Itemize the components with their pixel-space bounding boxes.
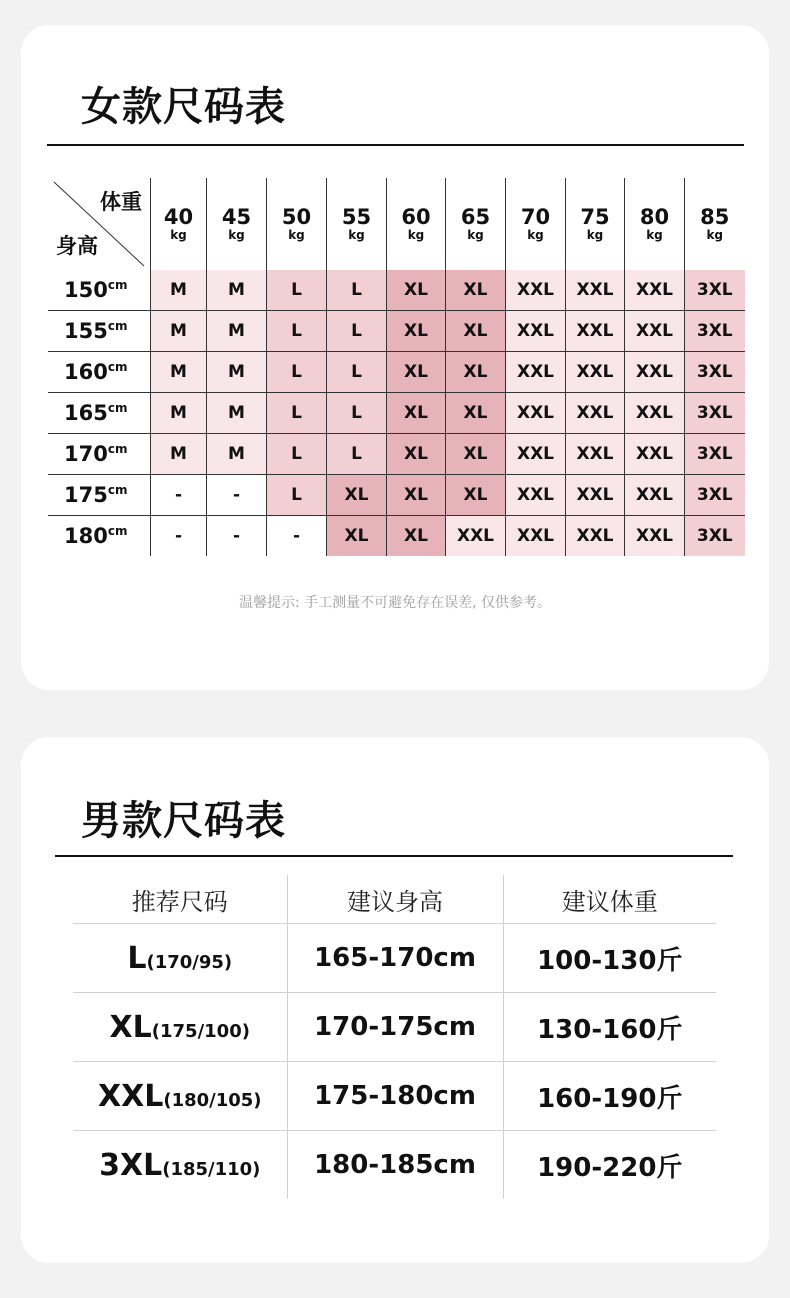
- weight-header-70: [506, 178, 566, 270]
- height-label: [48, 393, 151, 434]
- size-cell: [267, 516, 327, 557]
- title-divider: [47, 144, 744, 146]
- size-cell: [566, 434, 625, 475]
- size-value: XL: [404, 403, 428, 423]
- size-cell: [566, 393, 625, 434]
- size-cell: [151, 352, 207, 393]
- weight-header-40: [151, 178, 207, 270]
- suggested-height: 180-185cm: [287, 1131, 503, 1200]
- size-value: L: [351, 403, 362, 423]
- size-cell: [327, 270, 387, 311]
- size-value: XL: [463, 321, 488, 341]
- size-value: XL: [404, 485, 428, 505]
- corner-height-label: 身高: [56, 234, 98, 258]
- size-value: M: [170, 321, 187, 341]
- size-cell: [387, 270, 446, 311]
- header-suggested-weight: 建议体重: [503, 875, 716, 924]
- size-cell: [267, 393, 327, 434]
- weight-header-50: [267, 178, 327, 270]
- size-value: M: [170, 444, 187, 464]
- weight-value: 55: [341, 205, 372, 229]
- height-value: 150: [64, 278, 108, 302]
- size-cell: [327, 475, 387, 516]
- height-value: 165: [64, 401, 108, 425]
- weight-header-60: [387, 178, 446, 270]
- size-cell: [151, 311, 207, 352]
- weight-unit: kg: [527, 228, 544, 242]
- size-value: M: [228, 280, 245, 300]
- size-name: L: [127, 940, 147, 976]
- weight-unit: kg: [467, 228, 484, 242]
- size-value: L: [351, 321, 362, 341]
- size-cell: [506, 434, 566, 475]
- size-cell: [685, 311, 745, 352]
- size-cell: [327, 516, 387, 557]
- height-value: 155: [64, 319, 108, 343]
- size-value: L: [291, 403, 302, 423]
- size-value: XXL: [576, 280, 614, 300]
- size-value: L: [291, 485, 302, 505]
- height-row-155: [48, 311, 745, 352]
- size-cell: [151, 270, 207, 311]
- weight-unit: kg: [348, 228, 365, 242]
- size-cell: [685, 516, 745, 557]
- size-spec: (180/105): [163, 1089, 262, 1111]
- suggested-weight: 130-160斤: [503, 993, 716, 1062]
- size-cell: [625, 475, 685, 516]
- size-value: L: [291, 444, 302, 464]
- weight-value: 60: [401, 205, 431, 229]
- suggested-weight: 190-220斤: [537, 1152, 683, 1183]
- size-cell: [327, 393, 387, 434]
- weight-value: 75: [580, 205, 610, 229]
- weight-unit: kg: [407, 228, 425, 242]
- size-cell: [625, 311, 685, 352]
- size-cell: [566, 475, 625, 516]
- size-cell: [387, 311, 446, 352]
- size-value: M: [228, 362, 245, 382]
- size-value: L: [291, 321, 302, 341]
- height-value: 170: [64, 442, 108, 466]
- size-cell: [625, 393, 685, 434]
- size-value: 3XL: [696, 485, 733, 505]
- size-value: M: [170, 362, 187, 382]
- size-value: 3XL: [696, 526, 733, 546]
- size-cell: [506, 393, 566, 434]
- size-cell: [207, 311, 267, 352]
- weight-unit: kg: [646, 228, 663, 242]
- size-cell: [506, 352, 566, 393]
- weight-value: 40: [163, 205, 194, 229]
- suggested-weight: 160-190斤: [503, 1062, 716, 1131]
- men-size-body: [73, 924, 716, 1200]
- size-value: M: [170, 403, 187, 423]
- size-name: 3XL: [99, 1147, 163, 1183]
- weight-value: 45: [221, 205, 252, 229]
- size-value: XXL: [516, 444, 555, 464]
- height-row-160: [48, 352, 745, 393]
- size-value: L: [351, 362, 362, 382]
- size-value: XL: [404, 526, 428, 546]
- size-value: XXL: [635, 403, 674, 423]
- height-unit: cm: [107, 401, 128, 415]
- size-value: -: [232, 485, 241, 505]
- size-value: M: [228, 321, 245, 341]
- recommended-size: [73, 993, 287, 1062]
- men-row-XL: [73, 993, 716, 1062]
- size-value: XXL: [635, 362, 674, 382]
- size-cell: [625, 434, 685, 475]
- header-recommended-size: 推荐尺码: [73, 875, 287, 924]
- size-cell: [207, 393, 267, 434]
- size-cell: [387, 475, 446, 516]
- suggested-weight: 100-130斤: [503, 924, 716, 993]
- size-cell: [327, 352, 387, 393]
- size-value: 3XL: [696, 403, 733, 423]
- size-cell: [207, 270, 267, 311]
- height-label: [48, 311, 151, 352]
- header-suggested-height: 建议身高: [287, 875, 503, 924]
- suggested-height: 170-175cm: [287, 993, 503, 1062]
- size-cell: [207, 352, 267, 393]
- size-cell: [387, 393, 446, 434]
- size-value: XL: [404, 321, 428, 341]
- size-cell: [506, 516, 566, 557]
- size-cell: [446, 516, 506, 557]
- size-value: -: [232, 526, 241, 546]
- size-value: XL: [463, 444, 488, 464]
- size-cell: [327, 434, 387, 475]
- size-value: -: [174, 485, 183, 505]
- size-cell: [566, 311, 625, 352]
- size-cell: [207, 516, 267, 557]
- size-cell: [506, 475, 566, 516]
- height-row-165: [48, 393, 745, 434]
- size-cell: [387, 516, 446, 557]
- size-value: XXL: [456, 526, 495, 546]
- size-value: XXL: [516, 280, 555, 300]
- size-value: XXL: [635, 321, 674, 341]
- size-value: L: [291, 362, 302, 382]
- size-cell: [267, 270, 327, 311]
- size-value: -: [174, 526, 183, 546]
- men-row-3XL: [73, 1131, 716, 1200]
- size-value: 3XL: [696, 444, 733, 464]
- weight-header-85: [685, 178, 745, 270]
- size-value: XXL: [576, 321, 614, 341]
- size-cell: [267, 475, 327, 516]
- size-cell: [446, 352, 506, 393]
- size-cell: [685, 434, 745, 475]
- height-label: [48, 434, 151, 475]
- size-value: XL: [344, 526, 369, 546]
- size-value: XXL: [576, 485, 614, 505]
- weight-unit: kg: [288, 228, 305, 242]
- women-size-body: [48, 270, 745, 556]
- men-row-XXL: [73, 1062, 716, 1131]
- size-value: M: [228, 444, 245, 464]
- size-cell: [685, 270, 745, 311]
- size-cell: [446, 311, 506, 352]
- size-value: 3XL: [696, 321, 733, 341]
- size-value: XXL: [516, 485, 555, 505]
- size-cell: [446, 393, 506, 434]
- size-cell: [685, 352, 745, 393]
- size-value: M: [228, 403, 245, 423]
- weight-value: 80: [639, 205, 670, 229]
- height-label: [48, 475, 151, 516]
- size-cell: [207, 434, 267, 475]
- men-title: 男款尺码表: [81, 798, 286, 844]
- size-cell: [685, 393, 745, 434]
- size-value: M: [170, 280, 187, 300]
- size-cell: [151, 516, 207, 557]
- women-size-card: [21, 25, 769, 690]
- weight-unit: kg: [586, 228, 604, 242]
- size-value: XXL: [516, 321, 555, 341]
- weight-unit: kg: [706, 228, 724, 242]
- size-value: XL: [463, 362, 488, 382]
- size-cell: [446, 270, 506, 311]
- size-cell: [151, 475, 207, 516]
- size-value: XXL: [635, 280, 674, 300]
- weight-value: 70: [520, 205, 551, 229]
- size-value: XL: [404, 280, 428, 300]
- size-value: L: [351, 444, 362, 464]
- size-value: L: [351, 280, 362, 300]
- corner-weight-label: 体重: [100, 190, 142, 214]
- weight-header-80: [625, 178, 685, 270]
- size-value: XL: [344, 485, 369, 505]
- weight-value: 85: [700, 205, 730, 229]
- height-row-150: [48, 270, 745, 311]
- recommended-size: [73, 924, 287, 993]
- size-cell: [207, 475, 267, 516]
- size-cell: [151, 393, 207, 434]
- weight-header-75: [566, 178, 625, 270]
- size-cell: [625, 516, 685, 557]
- size-cell: [566, 352, 625, 393]
- size-cell: [566, 270, 625, 311]
- height-label: [48, 352, 151, 393]
- size-cell: [446, 475, 506, 516]
- size-value: XXL: [576, 403, 614, 423]
- height-unit: cm: [107, 524, 128, 538]
- height-unit: cm: [107, 442, 128, 456]
- men-size-card: [21, 737, 769, 1263]
- height-row-175: [48, 475, 745, 516]
- size-cell: [267, 352, 327, 393]
- size-cell: [566, 516, 625, 557]
- height-unit: cm: [107, 278, 128, 292]
- size-value: XXL: [516, 403, 555, 423]
- size-value: -: [292, 526, 301, 546]
- size-value: XL: [463, 403, 488, 423]
- size-value: XXL: [576, 444, 614, 464]
- size-value: L: [291, 280, 302, 300]
- weight-header-row: [48, 178, 745, 270]
- size-value: XL: [463, 485, 488, 505]
- size-cell: [685, 475, 745, 516]
- height-value: 180: [64, 524, 108, 548]
- size-value: XL: [463, 280, 488, 300]
- size-value: XXL: [576, 362, 614, 382]
- men-row-L: [73, 924, 716, 993]
- size-value: XL: [404, 444, 428, 464]
- size-value: XXL: [516, 362, 555, 382]
- height-label: [48, 270, 151, 311]
- size-value: XXL: [516, 526, 555, 546]
- size-cell: [267, 434, 327, 475]
- size-cell: [151, 434, 207, 475]
- size-cell: [387, 434, 446, 475]
- height-unit: cm: [107, 483, 128, 497]
- height-row-170: [48, 434, 745, 475]
- women-size-table: [48, 178, 745, 556]
- size-spec: (170/95): [146, 951, 233, 973]
- height-value: 160: [64, 360, 108, 384]
- size-value: XXL: [635, 526, 674, 546]
- weight-header-65: [446, 178, 506, 270]
- size-value: XXL: [635, 444, 674, 464]
- height-value: 175: [64, 483, 108, 507]
- recommended-size: [73, 1131, 287, 1200]
- size-name: XL: [109, 1009, 152, 1045]
- corner-header: [48, 178, 151, 270]
- size-value: 3XL: [696, 280, 733, 300]
- size-cell: [625, 352, 685, 393]
- size-value: XXL: [576, 526, 614, 546]
- size-cell: [446, 434, 506, 475]
- weight-header-55: [327, 178, 387, 270]
- height-label: [48, 516, 151, 557]
- men-header-row: [73, 875, 716, 924]
- size-spec: (175/100): [151, 1020, 250, 1042]
- title-divider: [55, 855, 733, 857]
- size-cell: [625, 270, 685, 311]
- height-unit: cm: [107, 319, 128, 333]
- size-value: 3XL: [696, 362, 733, 382]
- weight-value: 65: [460, 205, 491, 229]
- women-title: 女款尺码表: [81, 84, 286, 130]
- size-value: XXL: [635, 485, 674, 505]
- weight-unit: kg: [228, 228, 245, 242]
- size-cell: [267, 311, 327, 352]
- size-cell: [387, 352, 446, 393]
- size-cell: [327, 311, 387, 352]
- size-name: XXL: [97, 1078, 164, 1114]
- size-cell: [506, 270, 566, 311]
- suggested-height: 175-180cm: [287, 1062, 503, 1131]
- weight-unit: kg: [170, 228, 187, 242]
- weight-value: 50: [281, 205, 312, 229]
- size-spec: (185/110): [162, 1158, 261, 1180]
- size-value: XL: [404, 362, 428, 382]
- size-cell: [506, 311, 566, 352]
- men-size-table: [73, 875, 716, 1199]
- recommended-size: [73, 1062, 287, 1131]
- weight-header-45: [207, 178, 267, 270]
- height-unit: cm: [107, 360, 128, 374]
- suggested-height: 165-170cm: [287, 924, 503, 993]
- height-row-180: [48, 516, 745, 557]
- measurement-hint: 温馨提示: 手工测量不可避免存在误差, 仅供参考。: [238, 595, 552, 611]
